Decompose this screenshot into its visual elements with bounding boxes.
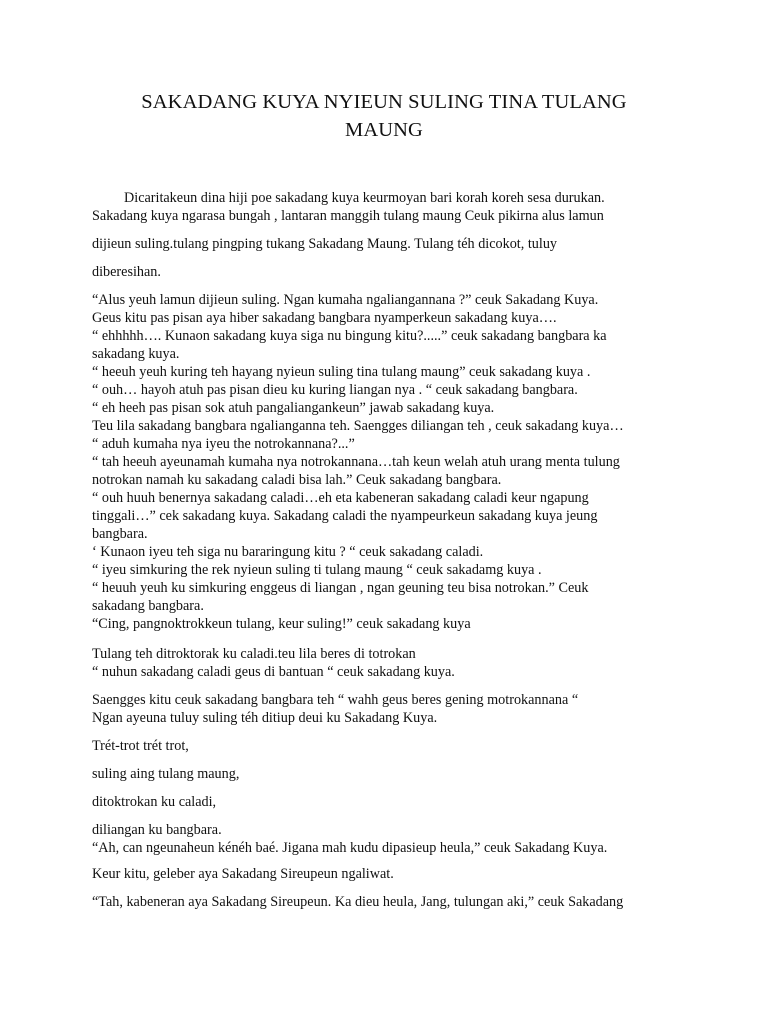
body-line: notrokan namah ku sakadang caladi bisa lah.” Ceuk sakadang bangbara. xyxy=(92,472,502,488)
poem-line: Trét-trot trét trot, xyxy=(92,738,189,754)
body-line: “Ah, can ngeunaheun kénéh baé. Jigana mah kudu dipasieup heula,” ceuk Sakadang Kuya. xyxy=(92,840,608,856)
body-line: sakadang bangbara. xyxy=(92,598,204,614)
body-line: ‘ Kunaon iyeu teh siga nu bararingung kitu ? “ ceuk sakadang caladi. xyxy=(92,544,484,560)
body-line: dijieun suling.tulang pingping tukang Sakadang Maung. Tulang téh dicokot, tuluy xyxy=(92,236,558,252)
body-line: Ngan ayeuna tuluy suling téh ditiup deui ku Sakadang Kuya. xyxy=(92,710,438,726)
body-line: sakadang kuya. xyxy=(92,346,180,362)
poem-line: diliangan ku bangbara. xyxy=(92,822,222,838)
story-title xyxy=(60,88,708,144)
poem-line: suling aing tulang maung, xyxy=(92,766,240,782)
poem-line: ditoktrokan ku caladi, xyxy=(92,794,217,810)
body-line: Sakadang kuya ngarasa bungah , lantaran manggih tulang maung Ceuk pikirna alus lamun xyxy=(92,208,604,224)
body-line: “ ouh huuh benernya sakadang caladi…eh eta kabeneran sakadang caladi keur ngapung xyxy=(92,490,589,506)
body-line: “ heeuh yeuh kuring teh hayang nyieun suling tina tulang maung” ceuk sakadang kuya . xyxy=(92,364,591,380)
body-line: “ heuuh yeuh ku simkuring enggeus di liangan , ngan geuning teu bisa notrokan.” Ceuk xyxy=(92,580,589,596)
body-line: Teu lila sakadang bangbara ngalianganna teh. Saengges diliangan teh , ceuk sakadang kuya… xyxy=(92,418,624,434)
body-line: Saengges kitu ceuk sakadang bangbara teh “ wahh geus beres gening motrokannana “ xyxy=(92,692,579,708)
title-line-2: MAUNG xyxy=(345,119,423,141)
body-line: diberesihan. xyxy=(92,264,161,280)
body-line: bangbara. xyxy=(92,526,148,542)
body-line: “ eh heeh pas pisan sok atuh pangaliangankeun” jawab sakadang kuya. xyxy=(92,400,495,416)
body-line: “ nuhun sakadang caladi geus di bantuan “ ceuk sakadang kuya. xyxy=(92,664,455,680)
body-line: tinggali…” cek sakadang kuya. Sakadang caladi the nyampeurkeun sakadang kuya jeung xyxy=(92,508,598,524)
body-line: “ tah heeuh ayeunamah kumaha nya notrokannana…tah keun welah atuh urang menta tulung xyxy=(92,454,620,470)
body-line: Tulang teh ditroktorak ku caladi.teu lila beres di totrokan xyxy=(92,646,416,662)
body-line: “ ehhhhh…. Kunaon sakadang kuya siga nu bingung kitu?.....” ceuk sakadang bangbara ka xyxy=(92,328,607,344)
body-line: “ aduh kumaha nya iyeu the notrokannana?...” xyxy=(92,436,355,452)
body-line: “ iyeu simkuring the rek nyieun suling ti tulang maung “ ceuk sakadamg kuya . xyxy=(92,562,542,578)
body-line: “Tah, kabeneran aya Sakadang Sireupeun. Ka dieu heula, Jang, tulungan aki,” ceuk Sakadang xyxy=(92,894,624,910)
body-line: Keur kitu, geleber aya Sakadang Sireupeun ngaliwat. xyxy=(92,866,394,882)
body-line: “Cing, pangnoktrokkeun tulang, keur suling!” ceuk sakadang kuya xyxy=(92,616,471,632)
body-line: Dicaritakeun dina hiji poe sakadang kuya keurmoyan bari korah koreh sesa durukan. xyxy=(124,190,605,206)
title-line-1: SAKADANG KUYA NYIEUN SULING TINA TULANG xyxy=(141,91,627,113)
body-line: Geus kitu pas pisan aya hiber sakadang bangbara nyamperkeun sakadang kuya…. xyxy=(92,310,557,326)
body-line: “ ouh… hayoh atuh pas pisan dieu ku kuring liangan nya . “ ceuk sakadang bangbara. xyxy=(92,382,578,398)
body-line: “Alus yeuh lamun dijieun suling. Ngan kumaha ngaliangannana ?” ceuk Sakadang Kuya. xyxy=(92,292,599,308)
